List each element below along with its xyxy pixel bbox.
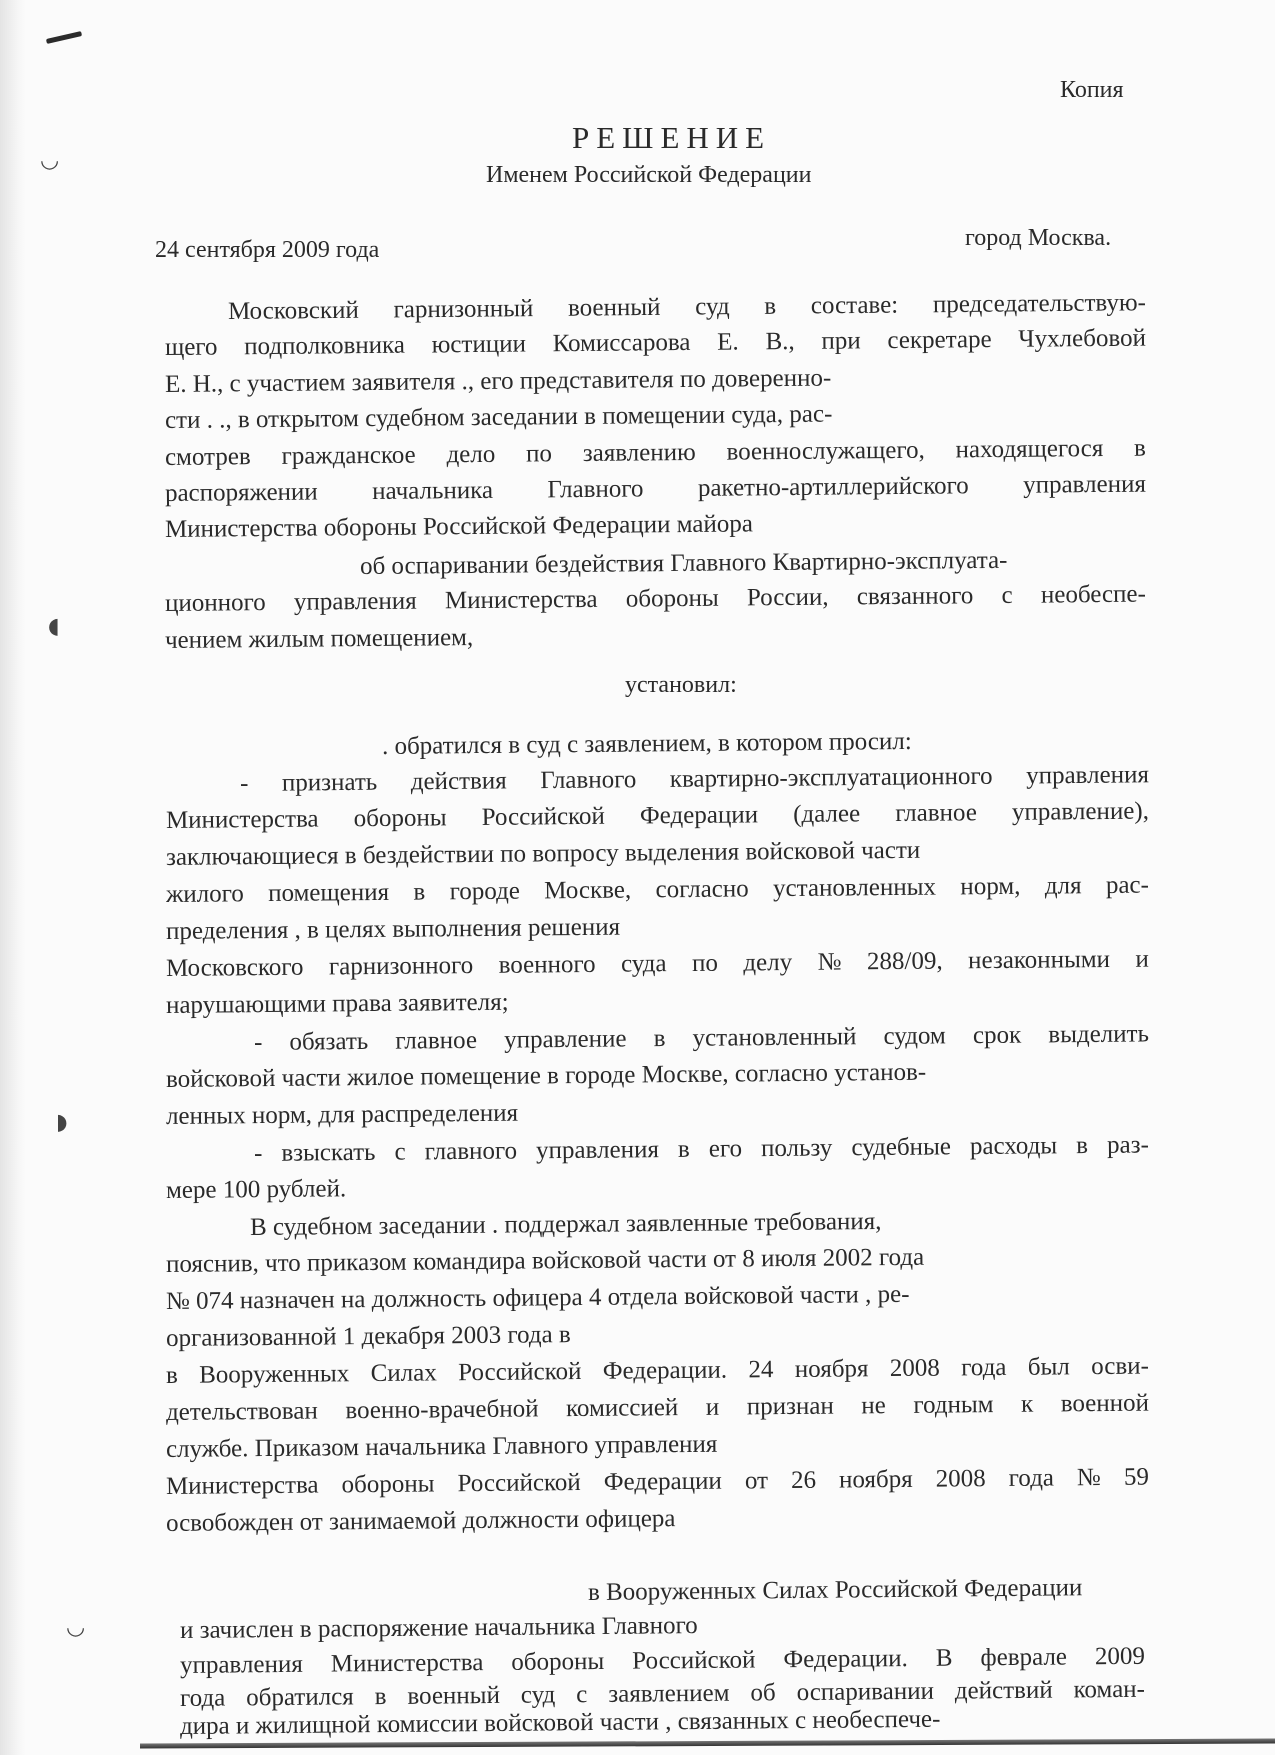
- word: взыскать: [281, 1138, 376, 1167]
- word: в: [374, 1683, 387, 1711]
- word: военный: [567, 293, 661, 322]
- word: городе: [449, 877, 520, 906]
- word: норм,: [960, 872, 1021, 901]
- word: об: [750, 1679, 776, 1707]
- intro-line: сти . ., в открытом судебном заседании в помещении суда, рас-: [164, 400, 833, 434]
- word: Министерства: [330, 1649, 484, 1678]
- word: Е.: [717, 328, 739, 356]
- punch-hole-icon: ◖: [48, 614, 60, 639]
- body-line: [166, 871, 1149, 910]
- word: военнослужащего,: [726, 436, 925, 466]
- word: В: [935, 1644, 953, 1672]
- punch-hole-icon: ◡: [66, 1615, 86, 1640]
- intro-line: об оспаривании бездействия Главного Квартирно-эксплуата-: [359, 546, 1008, 580]
- intro-line: Министерства обороны Российской Федерации майора: [164, 510, 754, 543]
- word: обязать: [289, 1027, 369, 1056]
- word: обратился: [246, 1683, 354, 1712]
- word: 288/09,: [866, 947, 943, 976]
- word: обороны: [353, 804, 447, 833]
- word: комиссией: [565, 1394, 679, 1423]
- word: Российской: [632, 1646, 756, 1675]
- word: дело: [446, 440, 496, 469]
- word: по: [525, 440, 553, 468]
- word: подполковника: [244, 331, 406, 361]
- word: и: [705, 1393, 720, 1421]
- body-line: организованной 1 декабря 2003 года в: [165, 1321, 571, 1352]
- word: (далее: [792, 800, 861, 828]
- word: судом: [883, 1022, 946, 1050]
- word: №: [1076, 1464, 1101, 1492]
- word: председательствую-: [932, 289, 1147, 319]
- body-line: [166, 1389, 1149, 1428]
- word: суд: [695, 293, 730, 321]
- word: Московского: [165, 953, 304, 982]
- word: 2008: [889, 1354, 940, 1383]
- word: Чухлебовой: [1018, 324, 1147, 353]
- word: осви-: [1091, 1352, 1150, 1381]
- word: Российской: [481, 802, 605, 831]
- word: рас-: [1105, 871, 1150, 899]
- word: Московский: [227, 296, 359, 325]
- word: связанного: [856, 582, 974, 611]
- word: феврале: [980, 1643, 1068, 1672]
- word: года: [179, 1684, 226, 1712]
- word: распоряжении: [164, 478, 318, 507]
- word: военный: [407, 1681, 501, 1710]
- word: 26: [790, 1466, 817, 1494]
- punch-hole-icon: ◗: [56, 1110, 68, 1135]
- word: ционного: [164, 589, 266, 617]
- word: гражданское: [281, 441, 416, 470]
- word: В.,: [765, 327, 795, 356]
- word: в: [413, 878, 426, 906]
- word: согласно: [655, 875, 749, 904]
- word: и: [1135, 945, 1149, 973]
- word: действия: [410, 767, 507, 796]
- body-line: В судебном заседании . поддержал заявленные требования,: [249, 1207, 882, 1241]
- word: юстиции: [431, 330, 527, 359]
- word: расходы: [969, 1132, 1058, 1161]
- body-line: [166, 945, 1149, 984]
- word: -: [253, 1139, 263, 1167]
- word: с: [576, 1681, 588, 1709]
- word: составе:: [810, 291, 899, 320]
- word: при: [821, 327, 861, 355]
- body-line: . обратился в суд с заявлением, в котором просил:: [381, 727, 912, 760]
- word: с: [1001, 581, 1013, 609]
- body-line: нарушающими права заявителя;: [165, 988, 509, 1019]
- word: суда: [620, 950, 667, 978]
- copy-label: Копия: [1060, 77, 1124, 103]
- word: управления: [179, 1650, 303, 1679]
- word: в: [1133, 434, 1147, 462]
- word: Российской: [458, 1358, 582, 1387]
- word: признать: [281, 768, 378, 797]
- word: обороны: [341, 1470, 435, 1499]
- body-line: и зачислен в распоряжение начальника Главного: [179, 1612, 698, 1644]
- punch-hole-icon: ◡: [40, 148, 60, 173]
- word: щего: [164, 333, 218, 361]
- word: -: [253, 1028, 263, 1056]
- word: ноября: [838, 1465, 913, 1494]
- word: начальника: [372, 476, 494, 506]
- intro-line: [165, 434, 1146, 473]
- word: раз-: [1106, 1131, 1149, 1159]
- section-heading: установил:: [625, 672, 737, 698]
- body-line: заключающиеся в бездействии по вопросу выделения войсковой части: [165, 836, 921, 871]
- word: главное: [895, 799, 978, 827]
- word: Федерации.: [602, 1356, 728, 1385]
- word: от: [744, 1467, 769, 1495]
- word: Федерации.: [783, 1645, 908, 1674]
- word: России,: [746, 583, 829, 612]
- word: -: [239, 769, 249, 797]
- word: Федерации: [639, 801, 759, 830]
- word: заявлению: [582, 438, 696, 467]
- body-line: [166, 1352, 1149, 1391]
- word: Силах: [370, 1359, 437, 1388]
- word: в: [764, 292, 777, 320]
- word: главное: [395, 1026, 478, 1055]
- body-line: № 074 назначен на должность офицера 4 отдела войсковой части , ре-: [165, 1280, 910, 1315]
- word: гарнизонный: [393, 295, 534, 324]
- intro-line: [165, 470, 1146, 509]
- word: главного: [424, 1137, 518, 1166]
- body-line: [240, 760, 1149, 799]
- word: годным: [913, 1391, 994, 1419]
- word: необеспе-: [1040, 580, 1147, 609]
- word: Комиссарова: [552, 328, 691, 358]
- word: управления: [535, 1136, 660, 1165]
- word: военной: [1060, 1389, 1150, 1418]
- word: №: [817, 948, 842, 976]
- word: управление),: [1011, 797, 1150, 826]
- body-line: мере 100 рублей.: [165, 1175, 347, 1204]
- word: года: [961, 1353, 1007, 1382]
- word: заявлением: [608, 1679, 730, 1708]
- word: смотрев: [164, 443, 251, 471]
- word: выделить: [1048, 1020, 1150, 1049]
- word: был: [1027, 1353, 1070, 1381]
- body-line: [166, 1463, 1149, 1502]
- word: Российской: [457, 1469, 581, 1498]
- word: секретаре: [887, 326, 992, 355]
- word: квартирно-эксплуатационного: [669, 762, 993, 793]
- body-line: пояснив, что приказом командира войсковой части от 8 июля 2002 года: [165, 1243, 925, 1278]
- word: управления: [1022, 470, 1147, 499]
- body-line: пределения , в целях выполнения решения: [165, 913, 621, 945]
- word: оспаривании: [796, 1677, 935, 1707]
- word: суд: [520, 1681, 556, 1709]
- word: установленных: [772, 873, 937, 903]
- word: Министерства: [165, 805, 319, 834]
- word: коман-: [1073, 1675, 1146, 1704]
- word: пользу: [760, 1134, 833, 1163]
- word: незаконными: [967, 945, 1111, 975]
- word: управления: [293, 587, 417, 616]
- word: по: [691, 949, 719, 977]
- body-line: [254, 1019, 1149, 1058]
- intro-line: [165, 580, 1146, 619]
- word: в: [677, 1135, 690, 1163]
- word: установленный: [692, 1023, 857, 1052]
- word: для: [1044, 872, 1082, 900]
- word: 24: [748, 1356, 774, 1384]
- body-line: освобожден от занимаемой должности офицера: [165, 1505, 676, 1537]
- intro-line: [165, 324, 1146, 363]
- word: Федерации: [603, 1467, 722, 1496]
- word: Главного: [547, 475, 644, 504]
- word: ракетно-артиллерийского: [697, 472, 969, 502]
- pen-dash-mark: [46, 31, 82, 44]
- word: Министерства: [444, 585, 598, 615]
- word: 2008: [935, 1465, 986, 1493]
- word: судебные: [851, 1133, 952, 1162]
- body-line: дира и жилищной комиссии войсковой части , связанных с необеспече-: [179, 1705, 941, 1740]
- word: гарнизонного: [328, 952, 474, 981]
- word: детельствован: [165, 1397, 318, 1426]
- intro-line: [228, 288, 1146, 327]
- word: жилого: [165, 880, 244, 908]
- word: в: [653, 1025, 666, 1053]
- word: ноября: [794, 1355, 869, 1383]
- word: управления: [1026, 761, 1150, 790]
- word: не: [861, 1392, 886, 1420]
- word: 59: [1123, 1463, 1150, 1491]
- document-city: город Москва.: [965, 225, 1112, 251]
- word: действий: [954, 1676, 1053, 1705]
- word: управление: [503, 1025, 627, 1054]
- body-line: [180, 1642, 1145, 1681]
- body-line: в Вооруженных Силах Российской Федерации: [587, 1574, 1083, 1606]
- word: с: [394, 1138, 406, 1166]
- word: Министерства: [165, 1471, 319, 1500]
- body-line: войсковой части жилое помещение в городе Москве, согласно установ-: [165, 1058, 927, 1093]
- word: признан: [746, 1392, 834, 1421]
- word: в: [165, 1361, 178, 1389]
- intro-line: Е. Н., с участием заявителя ., его представителя по доверенно-: [164, 364, 832, 398]
- word: делу: [743, 948, 793, 977]
- word: 2009: [1094, 1642, 1146, 1671]
- word: военно-врачебной: [345, 1395, 539, 1425]
- word: Вооруженных: [199, 1360, 350, 1389]
- body-line: службе. Приказом начальника Главного управления: [165, 1430, 718, 1463]
- document-date: 24 сентября 2009 года: [155, 237, 380, 263]
- document-subtitle: Именем Российской Федерации: [486, 162, 812, 188]
- intro-line: чением жилым помещением,: [164, 624, 474, 654]
- word: его: [708, 1135, 743, 1163]
- word: в: [1076, 1131, 1089, 1160]
- word: Москве,: [544, 876, 632, 905]
- scan-edge-shadow: [0, 0, 26, 1755]
- word: помещения: [268, 878, 390, 908]
- document-title: РЕШЕНИЕ: [572, 120, 772, 155]
- word: обороны: [511, 1647, 605, 1676]
- body-line: [254, 1130, 1149, 1169]
- body-line: ленных норм, для распределения: [165, 1099, 519, 1130]
- word: обороны: [625, 584, 719, 613]
- word: военного: [498, 950, 596, 979]
- word: находящегося: [955, 434, 1104, 464]
- word: срок: [972, 1021, 1022, 1050]
- word: года: [1008, 1464, 1055, 1492]
- body-line: [166, 797, 1149, 836]
- word: Главного: [540, 766, 637, 795]
- word: к: [1020, 1390, 1034, 1418]
